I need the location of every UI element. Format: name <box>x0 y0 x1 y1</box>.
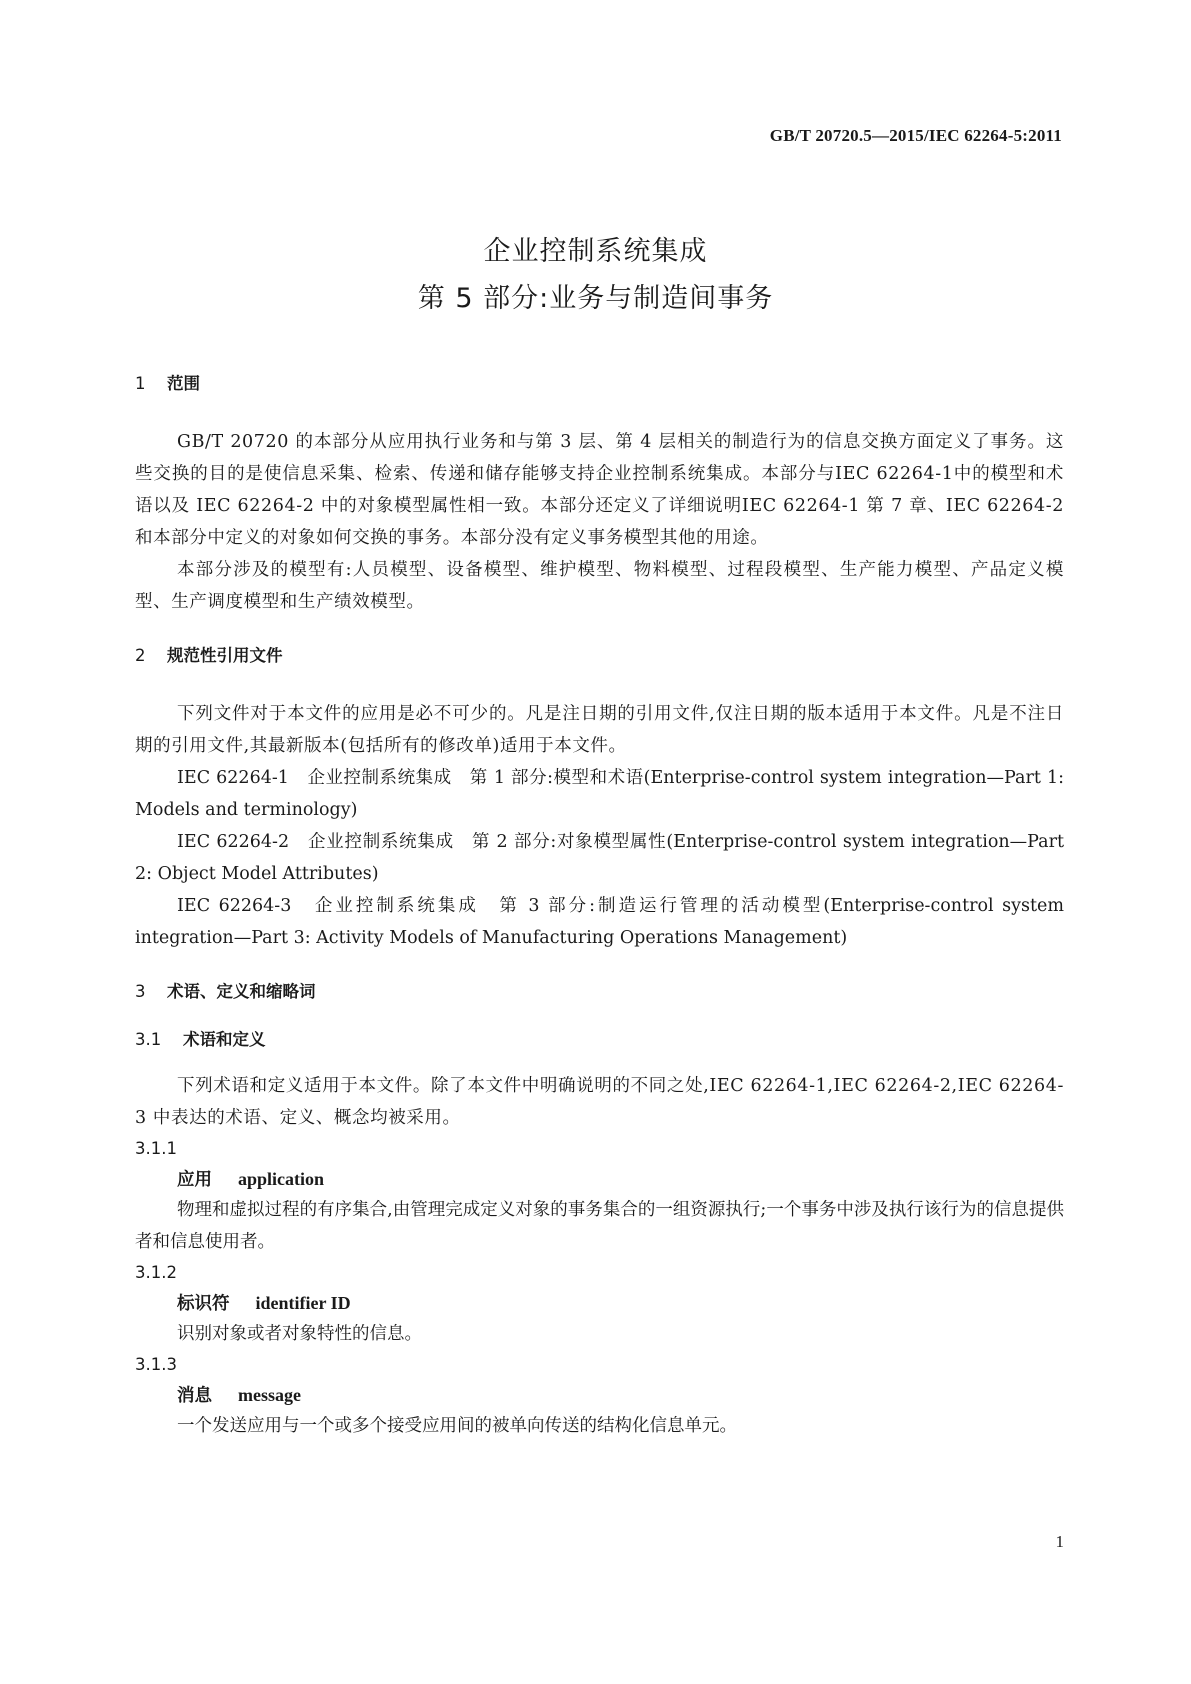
title-line-2: 第 5 部分:业务与制造间事务 <box>417 283 774 314</box>
term-name-zh: 应用 <box>177 1170 212 1190</box>
section-number: 1 <box>135 374 146 393</box>
scope-paragraph-2: 本部分涉及的模型有:人员模型、设备模型、维护模型、物料模型、过程段模型、生产能力模型、产品定义模型、生产调度模型和生产绩效模型。 <box>135 560 1064 612</box>
term-name-en: identifier ID <box>255 1293 351 1313</box>
section-title: 术语、定义和缩略词 <box>167 982 316 1001</box>
term-heading <box>135 1164 1064 1194</box>
term-heading <box>135 1288 1064 1318</box>
section-number: 3.1 <box>135 1030 162 1049</box>
section-title: 规范性引用文件 <box>167 646 283 665</box>
term-definition: 识别对象或者对象特性的信息。 <box>177 1324 422 1344</box>
standard-number: GB/T 20720.5—2015/IEC 62264-5:2011 <box>769 126 1062 145</box>
section-2-heading <box>135 644 1064 668</box>
section-3-heading <box>135 980 1064 1004</box>
document-title <box>0 228 1191 322</box>
section-1-heading <box>135 372 1064 396</box>
term-name-zh: 标识符 <box>177 1294 230 1314</box>
term-definition: 物理和虚拟过程的有序集合,由管理完成定义对象的事务集合的一组资源执行;一个事务中涉及执行该行为的信息提供者和信息使用者。 <box>135 1200 1064 1252</box>
scope-paragraph-1: GB/T 20720 的本部分从应用执行业务和与第 3 层、第 4 层相关的制造行为的信息交换方面定义了事务。这些交换的目的是使信息采集、检索、传递和储存能够支持企业控制系统集成。本部分与IEC 62264-1中的模型和术语以及 IEC 62264-2 中的对象模型属性相一致。本部分还定义了详细说明IEC 62264-1 第 7 章、IEC 62264-2 和本部分中定义的对象如何交换的事务。本部分没有定义事务模型其他的用途。 <box>135 432 1064 548</box>
page-number: 1 <box>1055 1532 1064 1551</box>
term-name-en: application <box>238 1169 325 1189</box>
term-number: 3.1.3 <box>135 1355 177 1374</box>
reference-item-1: IEC 62264-1 企业控制系统集成 第 1 部分:模型和术语(Enterprise-control system integration—Part 1: Models and terminology) <box>135 768 1064 820</box>
term-definition: 一个发送应用与一个或多个接受应用间的被单向传送的结构化信息单元。 <box>177 1416 737 1436</box>
section-title: 术语和定义 <box>183 1030 266 1049</box>
term-name-zh: 消息 <box>177 1386 212 1406</box>
term-number: 3.1.1 <box>135 1139 177 1158</box>
terms-intro: 下列术语和定义适用于本文件。除了本文件中明确说明的不同之处,IEC 62264-1,IEC 62264-2,IEC 62264-3 中表达的术语、定义、概念均被采用。 <box>135 1076 1064 1128</box>
section-3-1-heading <box>135 1028 1064 1052</box>
term-number: 3.1.2 <box>135 1263 177 1282</box>
normative-intro: 下列文件对于本文件的应用是必不可少的。凡是注日期的引用文件,仅注日期的版本适用于本文件。凡是不注日期的引用文件,其最新版本(包括所有的修改单)适用于本文件。 <box>135 704 1064 756</box>
term-heading <box>135 1380 1064 1410</box>
reference-item-3: IEC 62264-3 企业控制系统集成 第 3 部分:制造运行管理的活动模型(Enterprise-control system integration—Part 3: Activity Models of Manufacturing Operations Management) <box>135 896 1064 948</box>
section-title: 范围 <box>167 374 200 393</box>
document-body <box>135 372 1064 1442</box>
reference-item-2: IEC 62264-2 企业控制系统集成 第 2 部分:对象模型属性(Enterprise-control system integration—Part 2: Object Model Attributes) <box>135 832 1064 884</box>
term-name-en: message <box>238 1385 301 1405</box>
section-number: 2 <box>135 646 146 665</box>
title-line-1: 企业控制系统集成 <box>483 236 708 267</box>
section-number: 3 <box>135 982 146 1001</box>
